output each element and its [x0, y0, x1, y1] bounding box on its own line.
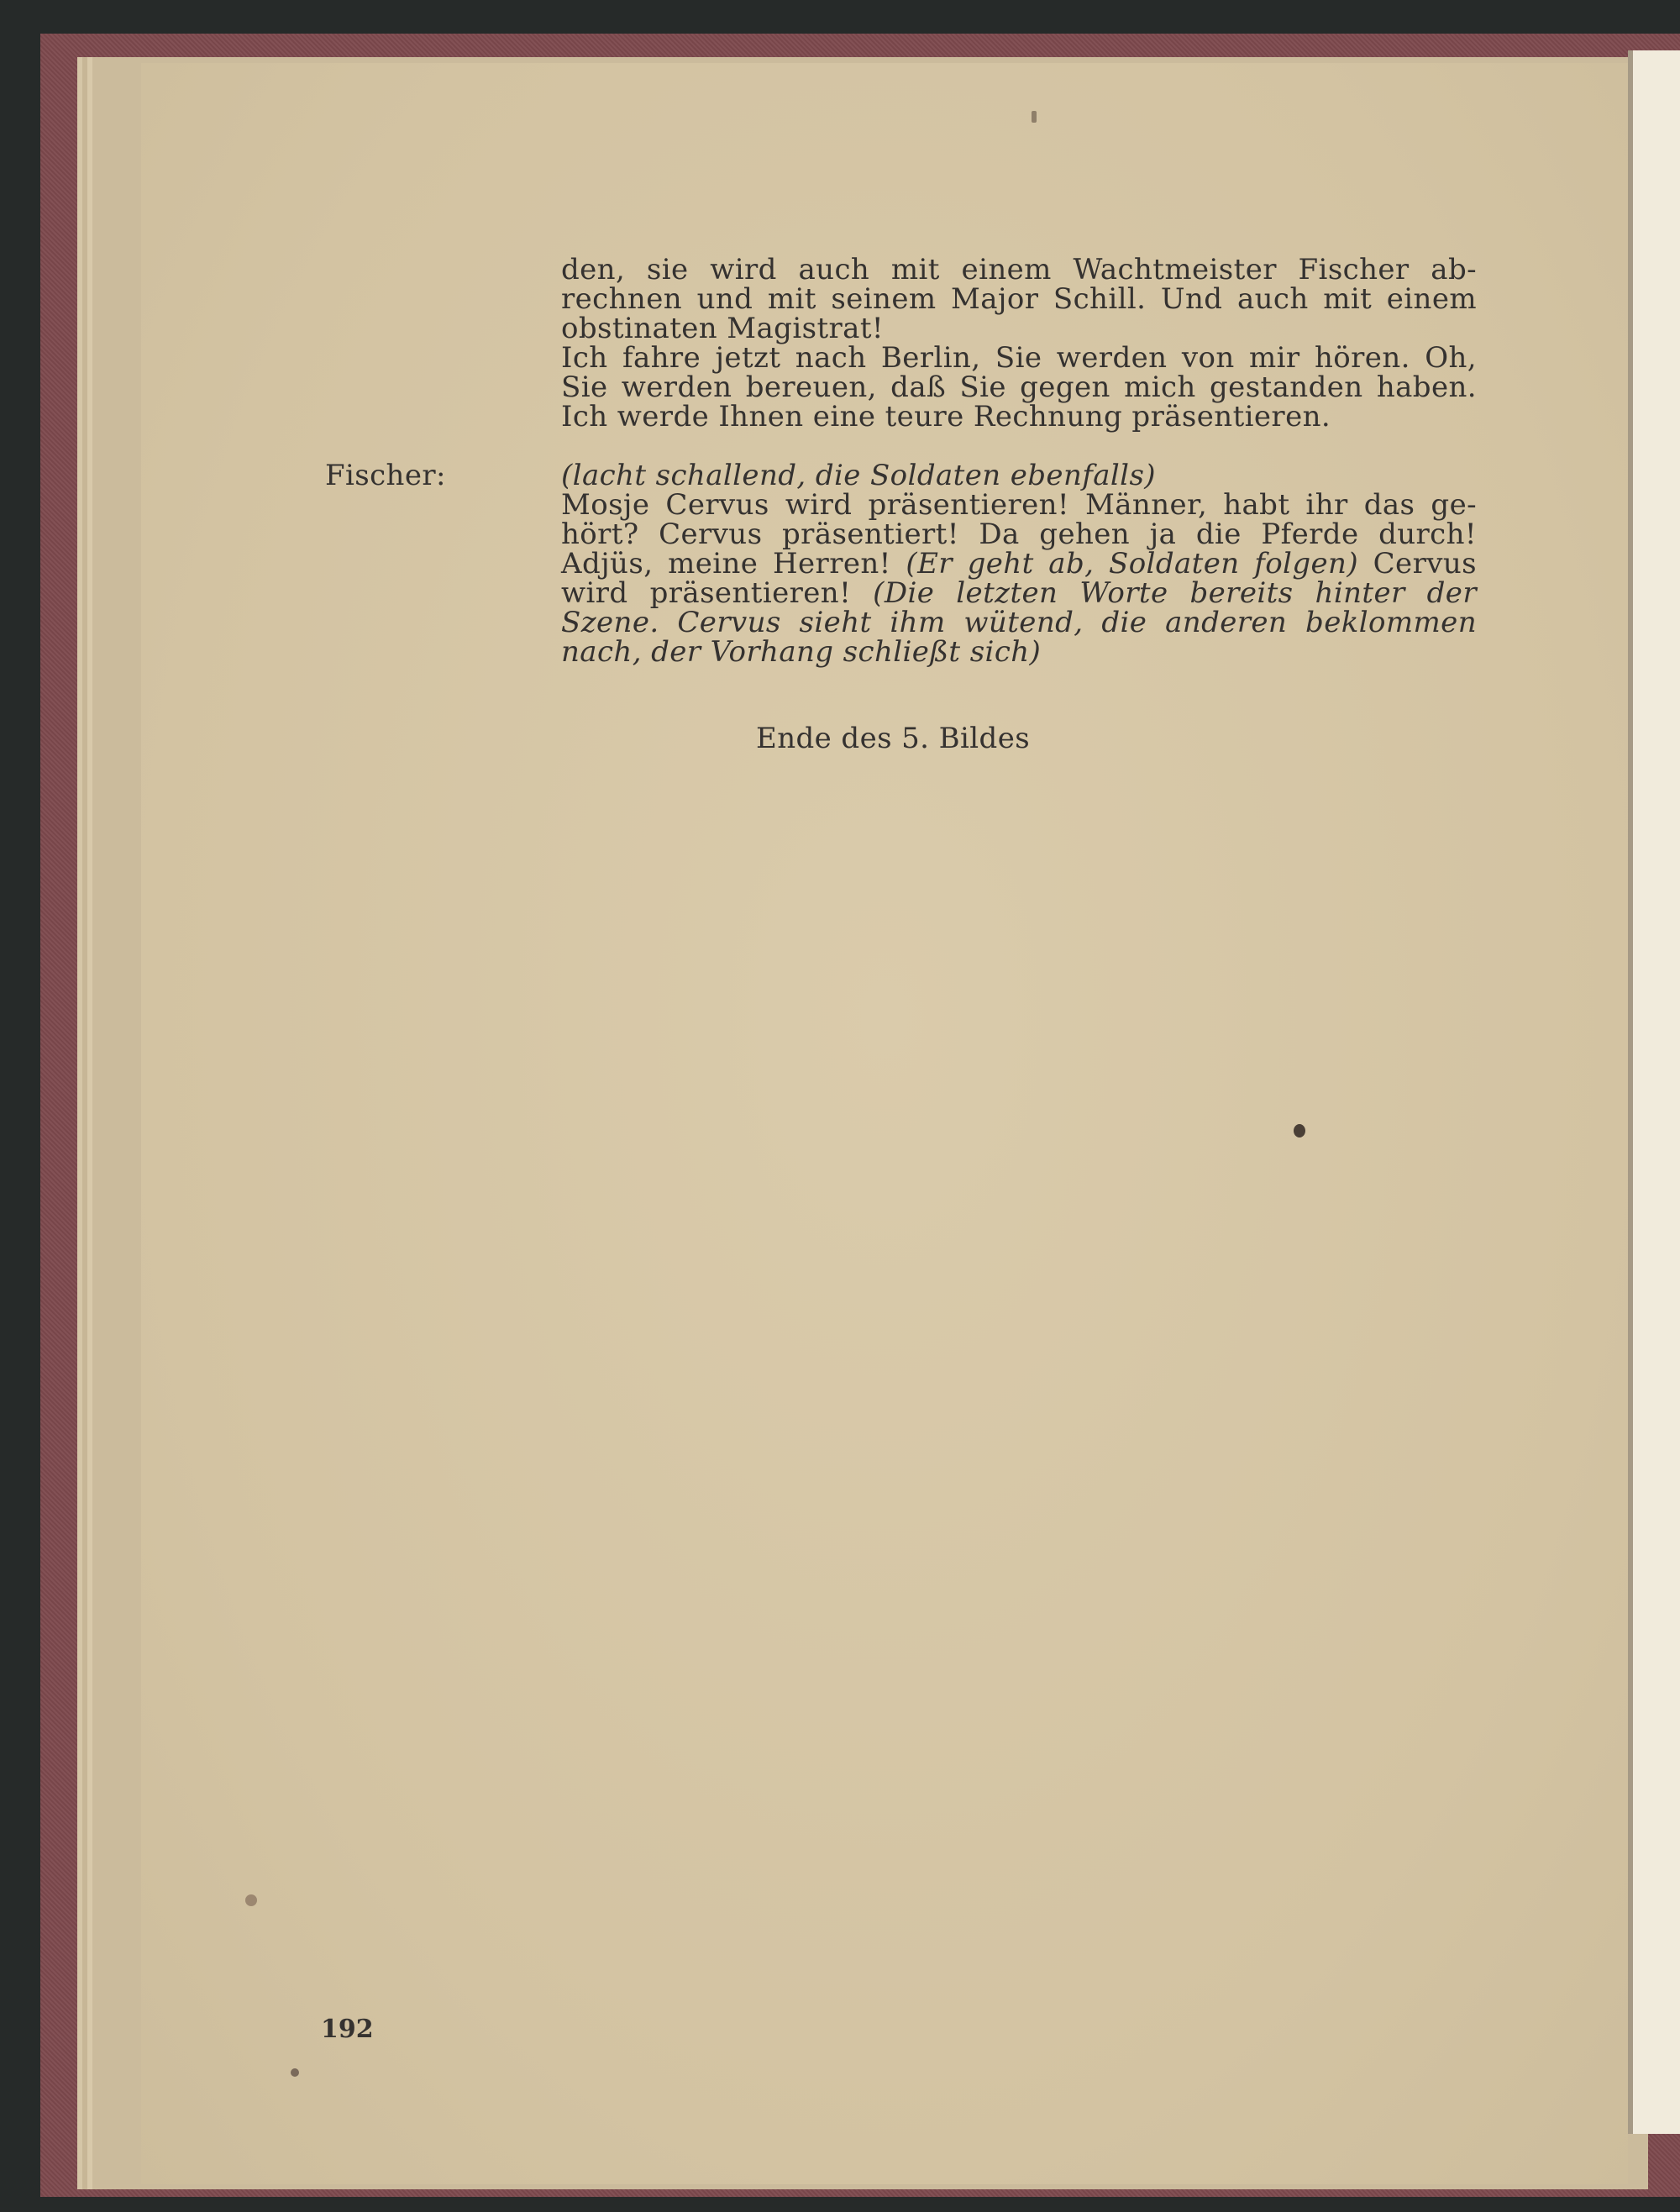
text-line: rechnen und mit seinem Major Schill. Und auch mit einem — [561, 282, 1477, 316]
text-line — [561, 549, 1477, 579]
text-line: den, sie wird auch mit einem Wachtmeister Fischer ab- — [561, 253, 1477, 286]
stage-direction: Szene. Cervus sieht ihm wütend, die anderen beklommen — [561, 606, 1477, 639]
paper-speck — [1032, 111, 1037, 123]
stage-direction: nach, der Vorhang schließt sich) — [561, 635, 1042, 669]
text-line — [561, 576, 1477, 610]
text-line: Ich fahre jetzt nach Berlin, Sie werden von mir hören. Oh, — [561, 341, 1477, 375]
scene-end-title: Ende des 5. Bildes — [756, 722, 1031, 755]
text-line: Ich werde Ihnen eine teure Rechnung präsentieren. — [561, 400, 1331, 433]
page-number: 192 — [321, 2015, 374, 2044]
text-segment: Adjüs, meine Herren! — [561, 547, 906, 581]
text-segment: wird präsentieren! — [561, 576, 874, 610]
paper-speck — [1294, 1124, 1305, 1138]
text-line: hört? Cervus präsentiert! Da gehen ja die Pferde durch! — [561, 518, 1477, 551]
paper-speck — [291, 2068, 299, 2077]
text-line: Mosje Cervus wird präsentieren! Männer, habt ihr das ge- — [561, 488, 1477, 522]
stage-direction: (Er geht ab, Soldaten folgen) — [906, 547, 1358, 581]
stage-direction: (lacht schallend, die Soldaten ebenfalls) — [561, 459, 1156, 492]
speech-block — [561, 461, 1477, 667]
opposite-page-edge — [1628, 50, 1680, 2134]
text-segment: Cervus — [1357, 547, 1477, 581]
speaker-label: Fischer: — [325, 459, 446, 492]
text-line: obstinaten Magistrat! — [561, 312, 884, 345]
stage-direction: (Die letzten Worte bereits hinter der — [873, 576, 1477, 610]
text-line: Sie werden bereuen, daß Sie gegen mich gestanden haben. — [561, 370, 1477, 404]
narrative-paragraph — [561, 255, 1477, 432]
paper-speck — [245, 1894, 257, 1906]
